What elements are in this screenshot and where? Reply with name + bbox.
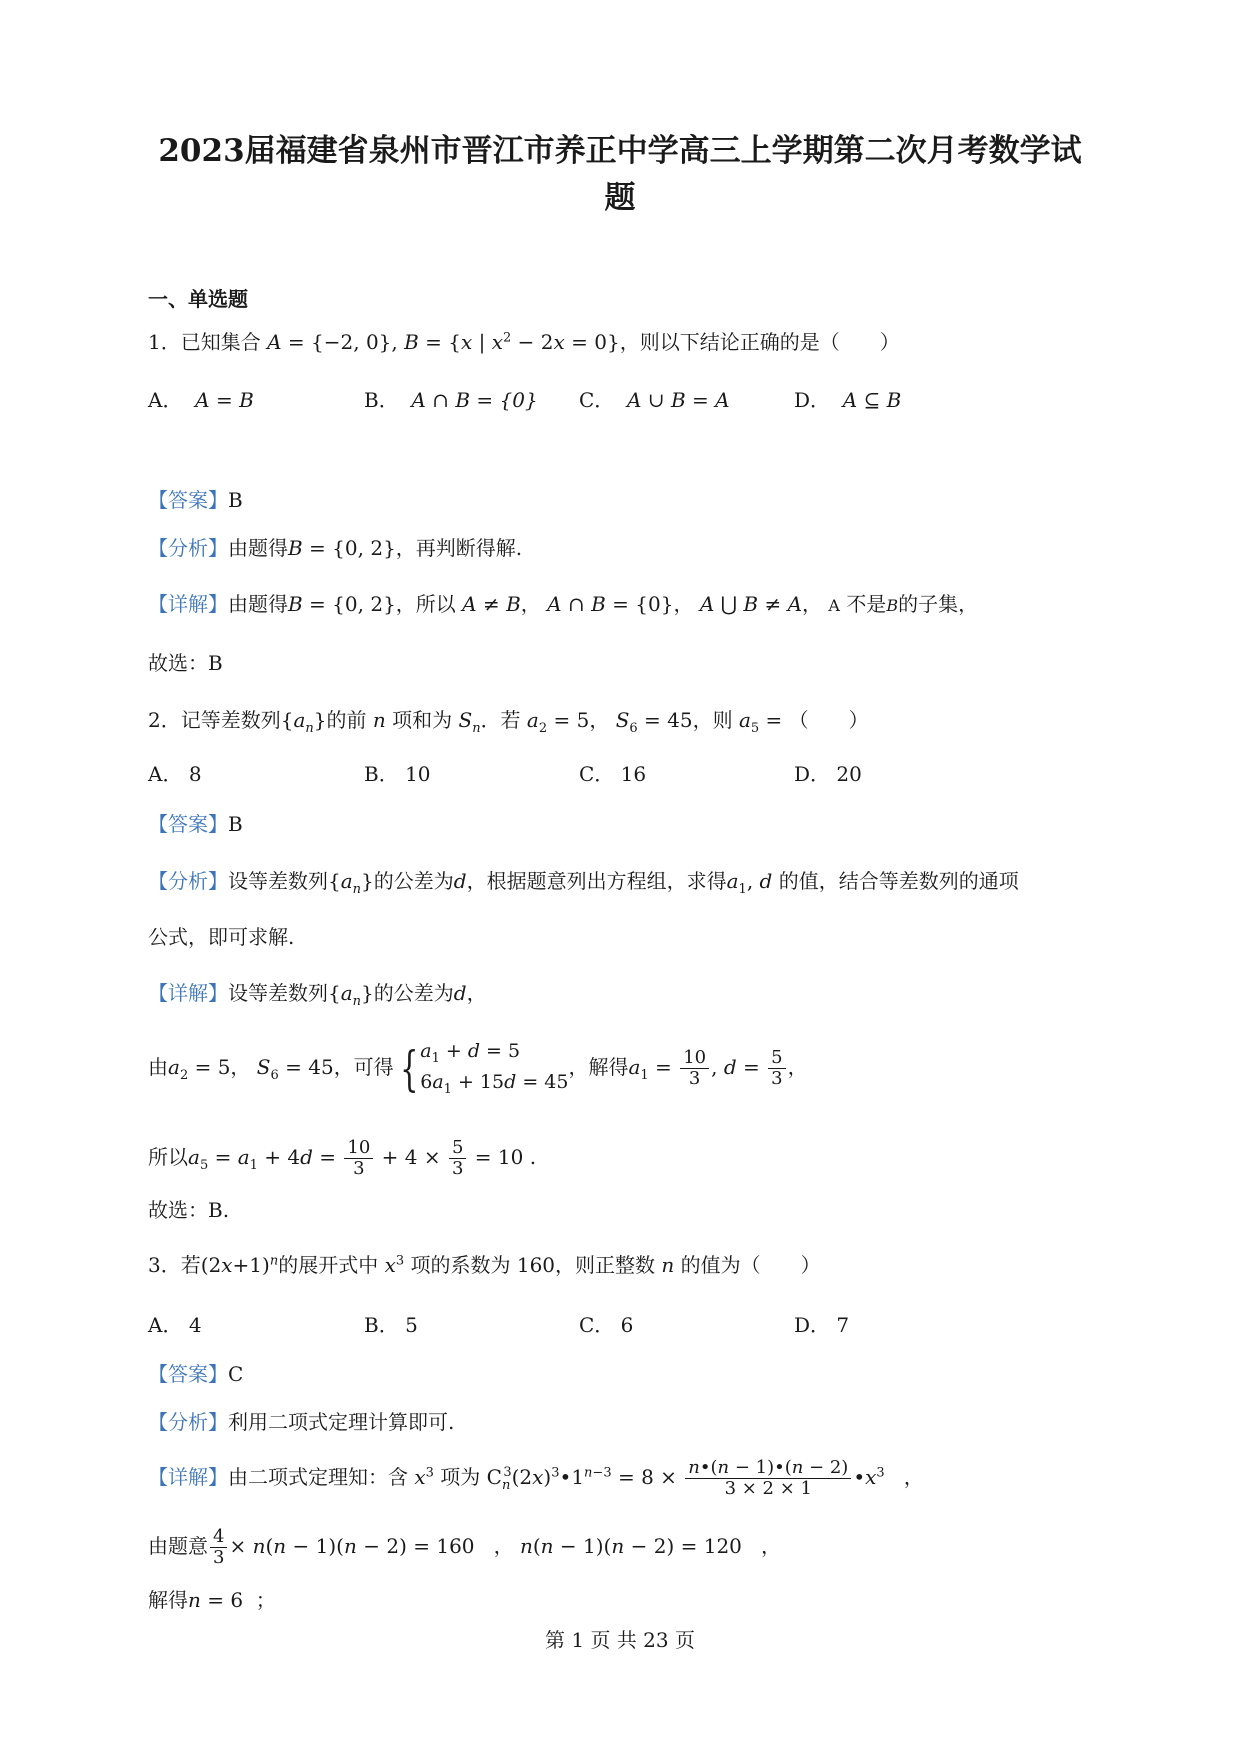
answer-value: B [228, 488, 243, 512]
question-3-solve-line [148, 1588, 276, 1612]
detail-text: ， [466, 981, 487, 1005]
question-2-option-c [579, 762, 646, 786]
detail-math: ， [787, 1055, 808, 1080]
detail-text: 解得 [148, 1588, 188, 1612]
system-brace: { [399, 1040, 419, 1097]
stem-math: $S_n$ [458, 708, 481, 736]
option-math: A = B [195, 388, 254, 412]
detail-math: d [453, 981, 467, 1005]
fraction: $\frac{5}{3}$ [768, 1048, 785, 1089]
detail-math: $a_5 = a_1 + 4d$ = [188, 1144, 343, 1173]
option-label: A． [148, 388, 183, 412]
question-2-system-line [148, 1038, 808, 1099]
analysis-tag: 【分析】 [148, 869, 228, 893]
question-1-detail [148, 592, 978, 616]
stem-text: 若 [180, 1253, 201, 1277]
option-text: 16 [620, 762, 647, 786]
question-3-answer [148, 1362, 243, 1386]
option-label: D． [794, 1313, 831, 1337]
question-1-options [0, 388, 1240, 418]
option-math: A ∪ B = A [627, 388, 730, 412]
page-title-line-1: 2023届福建省泉州市晋江市养正中学高三上学期第二次月考数学试 [158, 133, 1082, 169]
option-label: B． [364, 762, 399, 786]
stem-math: n [661, 1253, 675, 1277]
stem-text: 项和为 [392, 708, 453, 732]
detail-math: × n(n − 1)(n − 2) = 160 ， n(n − 1)(n − 2) = 120 ， [229, 1533, 781, 1558]
detail-math: $a_2 = 5$， $S_6 = 45$ [168, 1055, 334, 1084]
stem-math: n [372, 708, 386, 732]
question-1-stem [148, 330, 900, 354]
question-3-option-c [579, 1313, 633, 1337]
detail-text: 由题得 [228, 592, 288, 616]
answer-tag: 【答案】 [148, 1362, 228, 1386]
analysis-math: $\{a_n\}$ [328, 869, 374, 897]
question-1-math: A = {−2, 0}, B = {x | $x^2 - 2x = 0$} [267, 330, 620, 354]
question-2-option-d [794, 762, 862, 786]
question-1-option-c [579, 388, 730, 412]
option-label: D． [794, 762, 831, 786]
fraction: $\frac{10}{3}$ [680, 1048, 709, 1089]
question-2-select: 故选：B. [148, 1198, 230, 1222]
question-2-stem [148, 708, 869, 737]
stem-math: $(2x+1)^n$ [200, 1253, 279, 1277]
detail-math: = 10 . [468, 1144, 537, 1169]
option-label: B． [364, 1313, 399, 1337]
question-2-result-line [148, 1138, 536, 1179]
question-2-answer [148, 812, 243, 836]
fraction: $\frac{10}{3}$ [344, 1138, 373, 1179]
stem-text: 项的系数为 160，则正整数 [410, 1253, 656, 1277]
detail-math: A ≠ B， A ∩ B = {0}， A ⋃ B ≠ A， A [462, 592, 840, 616]
option-text: 7 [836, 1313, 850, 1337]
stem-text: ．若 [480, 708, 521, 732]
detail-text: 由 [148, 1055, 168, 1080]
detail-text: 所以 [148, 1144, 188, 1169]
section-heading: 一、单选题 [148, 287, 248, 311]
question-1-option-d [794, 388, 901, 412]
option-label: B． [364, 388, 399, 412]
analysis-text: 由题得 [228, 536, 288, 560]
option-text: 4 [188, 1313, 202, 1337]
stem-math: $x^3$ [384, 1253, 405, 1277]
option-text: 8 [188, 762, 202, 786]
option-label: A． [148, 762, 183, 786]
option-text: 6 [620, 1313, 634, 1337]
detail-math: $x^3$ [414, 1464, 434, 1489]
detail-text: 项为 [440, 1464, 481, 1489]
stem-text: ，则 [692, 708, 733, 732]
detail-text: 设等差数列 [228, 981, 328, 1005]
question-1-number: 1． [148, 330, 181, 354]
option-label: A． [148, 1313, 183, 1337]
detail-math: $•x^3$ ， [853, 1464, 924, 1489]
detail-math: $a_1$ = [628, 1055, 679, 1084]
question-2-number: 2． [148, 708, 181, 732]
detail-math: n = 6 ； [188, 1588, 276, 1612]
option-math: A ⊆ B [842, 388, 902, 412]
analysis-tag: 【分析】 [148, 1410, 228, 1434]
stem-math: $\{a_n\}$ [280, 708, 327, 736]
question-3-number: 3． [148, 1253, 181, 1277]
fraction: $\frac{n•(n - 1)•(n - 2)}{3 \times 2 \times 1}$ [685, 1458, 851, 1499]
analysis-text: 设等差数列 [228, 869, 328, 893]
question-2-option-b [364, 762, 431, 786]
detail-math: $\{a_n\}$ [328, 981, 374, 1009]
analysis-text: 的值，结合等差数列的通项 [778, 869, 1019, 893]
detail-math: , d = [711, 1055, 767, 1080]
question-2-options [0, 762, 1240, 792]
question-3-option-d [794, 1313, 849, 1337]
analysis-math: $a_1$, d [726, 869, 773, 897]
question-2-analysis-line-1 [148, 869, 1019, 898]
answer-value: C [228, 1362, 244, 1386]
page-title-line-2: 题 [604, 180, 636, 216]
analysis-math: B = {0, 2} [288, 536, 396, 560]
option-label: C． [579, 388, 615, 412]
stem-math: $a_2 = 5$， $S_6 = 45$ [526, 708, 693, 736]
detail-text: ，解得 [568, 1055, 629, 1080]
question-1-option-b [364, 388, 538, 412]
answer-tag: 【答案】 [148, 812, 228, 836]
stem-text: 记等差数列 [180, 708, 281, 732]
question-3-detail [148, 1458, 924, 1499]
detail-math: B = {0, 2} [288, 592, 396, 616]
fraction: $\frac{5}{3}$ [449, 1138, 466, 1179]
detail-text: ，可得 [333, 1055, 394, 1080]
detail-text: 的公差为 [373, 981, 454, 1005]
equation-system: $a_1 + d = 5$ $6a_1 + 15d = 45$ [420, 1040, 569, 1097]
question-2-analysis-line-2: 公式，即可求解. [148, 925, 295, 949]
detail-text: 由二项式定理知：含 [228, 1464, 408, 1489]
stem-text: （ ） [788, 708, 869, 732]
option-text: 5 [405, 1313, 418, 1337]
question-1-answer [148, 488, 243, 512]
detail-tag: 【详解】 [148, 1464, 228, 1489]
question-2-option-a [148, 762, 202, 786]
question-1-analysis [148, 536, 522, 560]
detail-tag: 【详解】 [148, 592, 228, 616]
answer-tag: 【答案】 [148, 488, 228, 512]
question-3-options [0, 1313, 1240, 1343]
stem-text: 的前 [326, 708, 367, 732]
detail-math: B [886, 596, 899, 615]
question-1-option-a [148, 388, 254, 412]
option-text: 10 [405, 762, 431, 786]
stem-text: 的值为（ ） [680, 1253, 821, 1277]
question-2-detail [148, 981, 487, 1010]
option-text: 20 [836, 762, 862, 786]
detail-text: 不是 [846, 592, 887, 616]
detail-math: $C_n^3(2x)^3•1^{n-3} = 8$ × [480, 1464, 684, 1493]
analysis-text: ，根据题意列出方程组，求得 [466, 869, 727, 893]
question-3-stem [148, 1253, 821, 1277]
analysis-text: ，再判断得解. [395, 536, 523, 560]
question-1-text-pre: 已知集合 [180, 330, 261, 354]
question-3-option-a [148, 1313, 202, 1337]
detail-math: + 4 × [375, 1144, 447, 1169]
fraction: $\frac{4}{3}$ [210, 1527, 227, 1568]
option-label: D． [794, 388, 831, 412]
analysis-text: 利用二项式定理计算即可. [228, 1410, 455, 1434]
answer-value: B [228, 812, 243, 836]
analysis-math: d [453, 869, 467, 893]
detail-text: 的子集， [898, 592, 979, 616]
question-1-text-post: ，则以下结论正确的是（ ） [619, 330, 900, 354]
analysis-tag: 【分析】 [148, 536, 228, 560]
option-label: C． [579, 762, 615, 786]
detail-text: ，所以 [395, 592, 456, 616]
question-3-option-b [364, 1313, 418, 1337]
option-math: A ∩ B = {0} [411, 388, 538, 412]
stem-text: 的展开式中 [278, 1253, 379, 1277]
question-3-step-line [148, 1527, 781, 1568]
question-1-select: 故选：B [148, 651, 223, 675]
analysis-text: 的公差为 [373, 869, 454, 893]
detail-tag: 【详解】 [148, 981, 228, 1005]
question-3-analysis [148, 1410, 454, 1434]
page-footer: 第 1 页 共 23 页 [545, 1628, 695, 1652]
stem-math: $a_5$ = [738, 708, 789, 736]
detail-text: 由题意 [148, 1533, 208, 1558]
option-label: C． [579, 1313, 615, 1337]
